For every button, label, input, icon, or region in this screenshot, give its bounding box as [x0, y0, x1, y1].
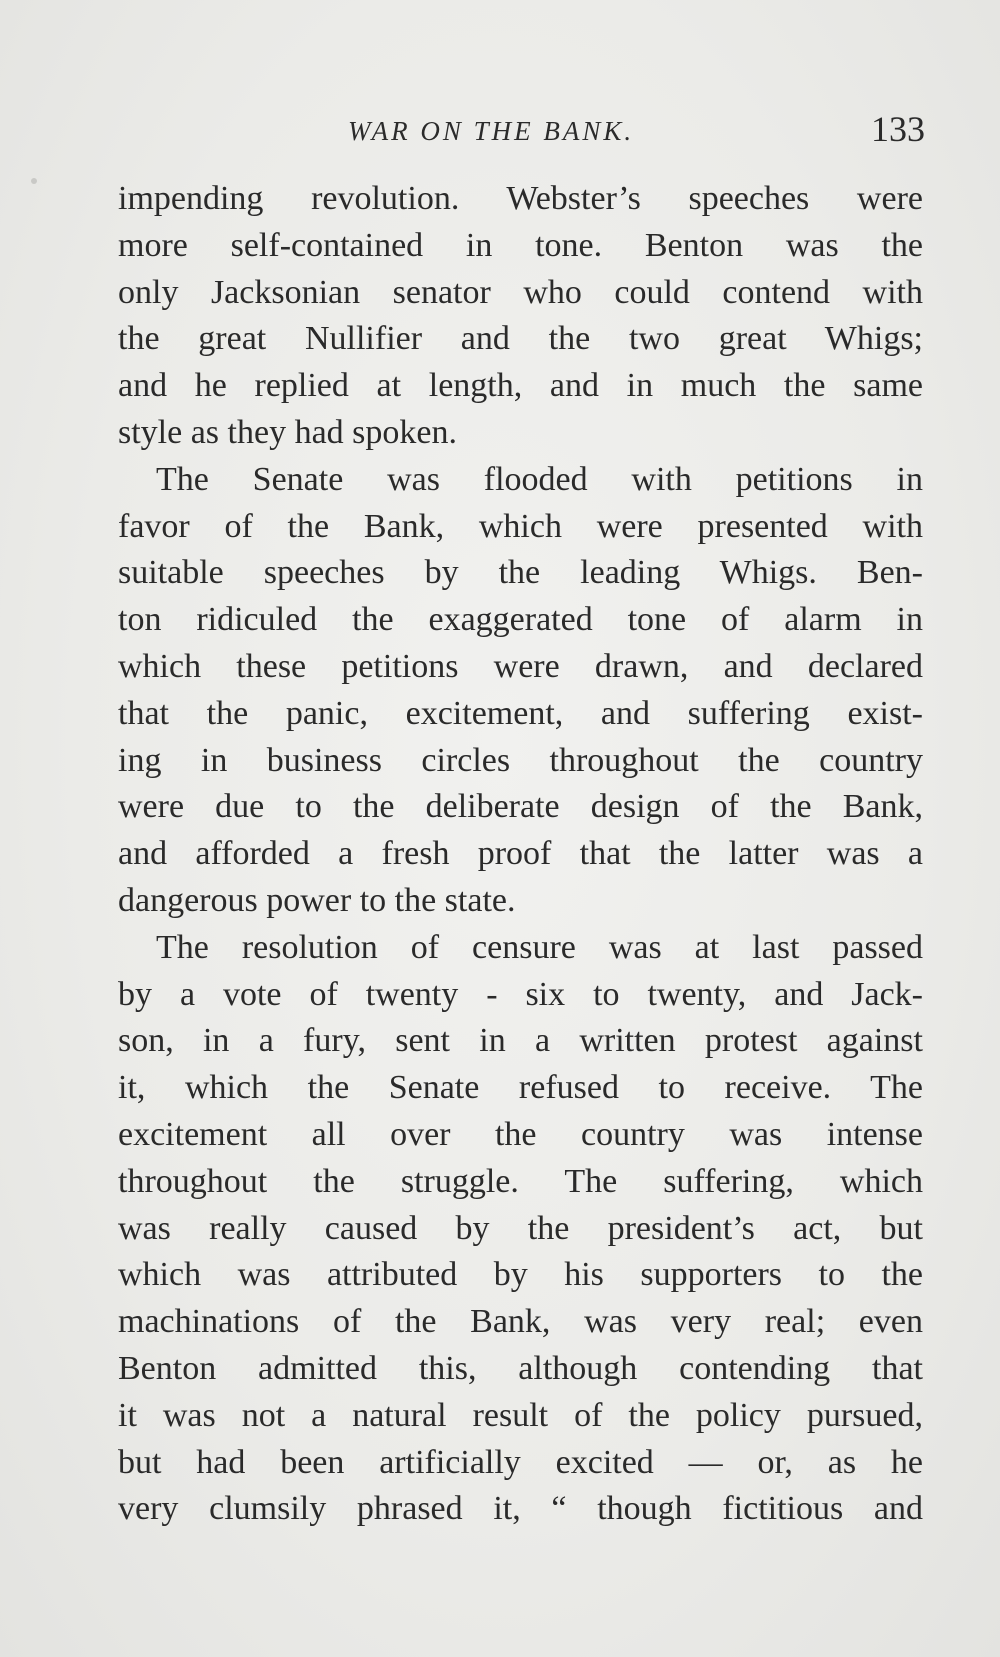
text-line: and afforded a fresh proof that the latter was a — [118, 835, 923, 873]
text-line: ing in business circles throughout the country — [118, 741, 923, 779]
paragraph-2 — [118, 457, 923, 925]
text-line: favor of the Bank, which were presented with — [118, 507, 923, 545]
text-line: Benton admitted this, although contending that — [118, 1349, 923, 1387]
paper-speck — [31, 178, 37, 184]
running-title: WAR ON THE BANK. — [348, 116, 635, 146]
text-line: which these petitions were drawn, and declared — [118, 647, 923, 685]
text-line: The Senate was flooded with petitions in — [156, 460, 923, 498]
page-header — [120, 108, 925, 158]
text-line: ton ridiculed the exaggerated tone of alarm in — [118, 601, 923, 639]
text-line: throughout the struggle. The suffering, which — [118, 1162, 923, 1200]
text-line: it, which the Senate refused to receive. The — [118, 1069, 923, 1107]
text-line: son, in a fury, sent in a written protest against — [118, 1022, 923, 1060]
text-line: by a vote of twenty - six to twenty, and Jack- — [118, 975, 923, 1013]
text-line: The resolution of censure was at last passed — [156, 928, 923, 966]
text-line: style as they had spoken. — [118, 413, 457, 451]
text-line: it was not a natural result of the policy pursued, — [118, 1396, 923, 1434]
text-line: was really caused by the president’s act, but — [118, 1209, 923, 1247]
text-line: were due to the deliberate design of the Bank, — [118, 788, 923, 826]
body-text — [118, 176, 923, 1533]
text-line: but had been artificially excited — or, as he — [118, 1443, 923, 1481]
text-line: and he replied at length, and in much the same — [118, 367, 923, 405]
text-line: impending revolution. Webster’s speeches were — [118, 180, 923, 217]
paragraph-1 — [118, 176, 923, 457]
page-number: 133 — [871, 109, 925, 149]
text-line: machinations of the Bank, was very real; even — [118, 1303, 923, 1341]
text-line: which was attributed by his supporters to the — [118, 1256, 923, 1294]
text-line: very clumsily phrased it, “ though fictitious and — [118, 1490, 923, 1528]
text-line: only Jacksonian senator who could contend with — [118, 273, 923, 311]
paragraph-3 — [118, 925, 923, 1533]
text-line: suitable speeches by the leading Whigs. Ben- — [118, 554, 923, 592]
text-line: more self-contained in tone. Benton was the — [118, 226, 923, 264]
text-line: that the panic, excitement, and suffering exist- — [118, 694, 923, 732]
text-line: the great Nullifier and the two great Whigs; — [118, 320, 923, 358]
text-line: dangerous power to the state. — [118, 881, 516, 919]
text-line: excitement all over the country was intense — [118, 1115, 923, 1153]
